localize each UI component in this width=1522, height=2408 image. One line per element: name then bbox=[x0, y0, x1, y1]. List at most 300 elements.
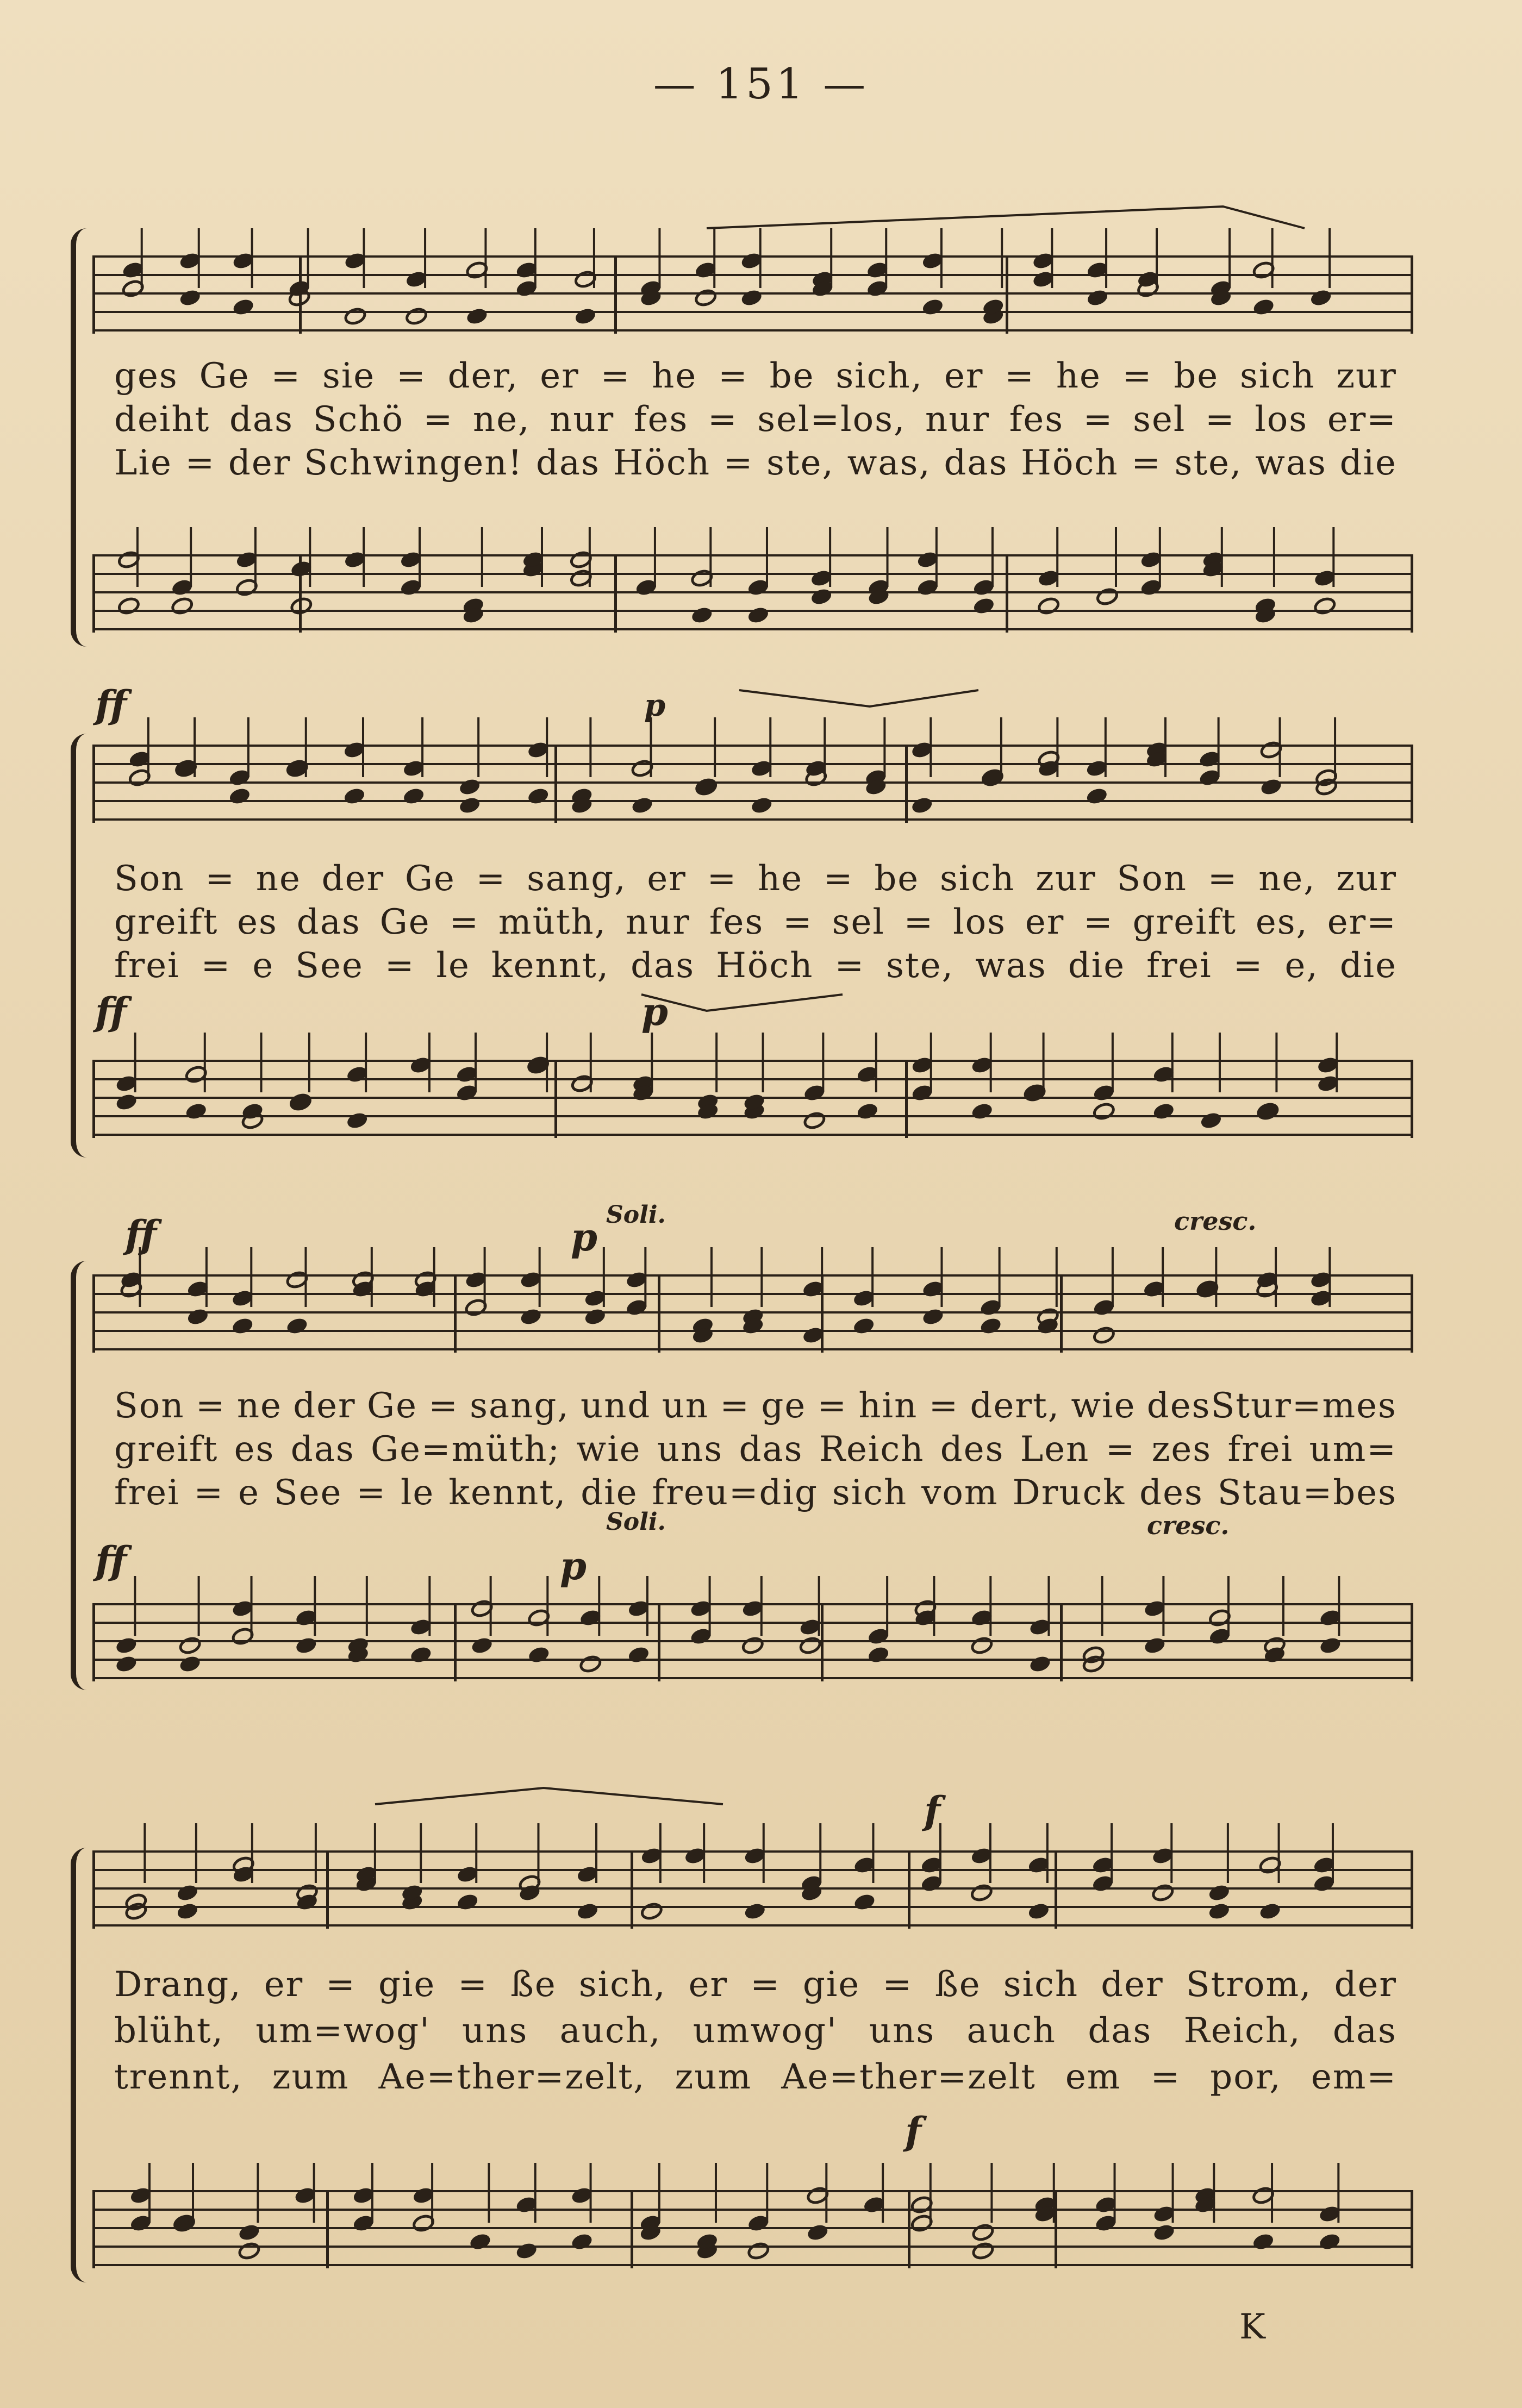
notehead bbox=[741, 1636, 764, 1655]
lyric-syllable: = bbox=[783, 902, 813, 942]
lyric-syllable: das bbox=[535, 443, 600, 483]
notehead bbox=[295, 1636, 317, 1655]
notehead bbox=[970, 1884, 993, 1903]
lyric-syllable: = bbox=[1083, 902, 1114, 942]
lyric-syllable: ne bbox=[236, 1386, 282, 1426]
notehead bbox=[750, 796, 773, 815]
lyric-syllable: sich bbox=[939, 859, 1015, 899]
lyric-syllable: = bbox=[928, 1386, 959, 1426]
lyric-syllable: Son bbox=[114, 1386, 185, 1426]
dynamic-marking: f bbox=[905, 2109, 922, 2154]
lyric-syllable: das bbox=[1088, 2011, 1152, 2051]
notehead bbox=[515, 2242, 538, 2261]
lyric-syllable: wie bbox=[576, 1429, 641, 1469]
notehead bbox=[285, 1317, 308, 1336]
lyric-syllable: = bbox=[384, 946, 415, 986]
notehead bbox=[1093, 1102, 1115, 1121]
lyric-syllable: ste, bbox=[1174, 443, 1243, 483]
notehead bbox=[115, 1636, 138, 1655]
lyric-syllable: e bbox=[238, 1473, 260, 1513]
lyric-syllable: em= bbox=[1311, 2057, 1397, 2097]
lyric-syllable: zes bbox=[1151, 1429, 1212, 1469]
dynamic-marking: p bbox=[560, 1543, 587, 1588]
lyric-syllable: des bbox=[1139, 1473, 1203, 1513]
notehead bbox=[402, 787, 425, 806]
lyric-syllable: er bbox=[944, 356, 984, 396]
lyric-syllable: das bbox=[290, 1429, 355, 1469]
notehead bbox=[176, 1902, 199, 1921]
lyric-syllable: er bbox=[540, 356, 579, 396]
lyric-syllable: was, bbox=[847, 443, 931, 483]
notehead bbox=[520, 1308, 542, 1327]
lyric-syllable: ne bbox=[255, 859, 301, 899]
notehead bbox=[1037, 597, 1060, 616]
notehead bbox=[799, 1636, 822, 1655]
notehead bbox=[290, 597, 313, 616]
notehead bbox=[810, 587, 833, 606]
notehead bbox=[921, 298, 944, 317]
lyric-syllable: Son bbox=[1116, 859, 1187, 899]
hairpin bbox=[641, 995, 843, 1011]
notehead bbox=[1208, 1902, 1231, 1921]
lyric-syllable: um= bbox=[1309, 1429, 1397, 1469]
lyric-syllable: = bbox=[476, 859, 507, 899]
lyric-syllable: trennt, bbox=[114, 2057, 243, 2097]
lyric-syllable: sel=los, bbox=[757, 399, 906, 440]
lyric-syllable: uns bbox=[657, 1429, 723, 1469]
notehead bbox=[458, 778, 481, 797]
notehead bbox=[1028, 1655, 1051, 1674]
lyric-syllable: Schwingen! bbox=[304, 443, 523, 483]
dynamic-marking: ff bbox=[125, 1212, 157, 1257]
notehead bbox=[179, 289, 202, 308]
lyric-syllable: Stau=bes bbox=[1217, 1473, 1397, 1513]
notehead bbox=[1143, 1636, 1166, 1655]
notehead bbox=[740, 289, 763, 308]
lyric-syllable: gie bbox=[378, 1965, 436, 2005]
lyric-syllable: ße bbox=[935, 1965, 981, 2005]
lyric-syllable: ne, bbox=[473, 399, 531, 440]
lyric-syllable: = bbox=[903, 902, 934, 942]
lyric-syllable: dert, bbox=[970, 1386, 1061, 1426]
lyric-syllable: = bbox=[823, 859, 854, 899]
notehead bbox=[1096, 587, 1119, 606]
lyric-syllable: = bbox=[723, 443, 754, 483]
lyric-syllable: sie bbox=[322, 356, 376, 396]
notehead bbox=[574, 307, 597, 326]
lyric-syllable: = bbox=[1205, 399, 1236, 440]
lyric-syllable: der bbox=[228, 443, 291, 483]
lyric-syllable: Ge bbox=[199, 356, 250, 396]
lyric-syllable: freu=dig bbox=[652, 1473, 818, 1513]
performance-direction: cresc. bbox=[1147, 1511, 1230, 1540]
lyric-syllable: zur bbox=[1336, 859, 1397, 899]
lyric-syllable: ste, bbox=[886, 946, 954, 986]
lyric-syllable: der, bbox=[447, 356, 519, 396]
lyric-syllable: Schö bbox=[313, 399, 404, 440]
lyric-syllable: deiht bbox=[114, 399, 210, 440]
lyric-syllable: er bbox=[647, 859, 687, 899]
notehead bbox=[921, 1308, 944, 1327]
notehead bbox=[228, 787, 251, 806]
lyric-syllable: See bbox=[273, 1473, 342, 1513]
notehead bbox=[115, 1655, 138, 1674]
lyric-syllable: nur bbox=[550, 399, 615, 440]
notehead bbox=[627, 1646, 650, 1665]
lyric-syllable: Höch bbox=[613, 443, 711, 483]
lyric-syllable: = bbox=[195, 1386, 226, 1426]
lyric-syllable: zum bbox=[675, 2057, 752, 2097]
lyric-syllable: ne, bbox=[1258, 859, 1316, 899]
notehead bbox=[179, 1655, 202, 1674]
lyric-syllable: = bbox=[356, 1473, 387, 1513]
lyric-syllable: frei bbox=[1146, 946, 1212, 986]
notehead bbox=[1200, 1111, 1222, 1130]
notehead bbox=[176, 1884, 199, 1903]
lyric-syllable: Ge bbox=[366, 1386, 417, 1426]
lyric-syllable: sel bbox=[832, 902, 885, 942]
lyric-syllable: frei bbox=[114, 946, 180, 986]
lyric-syllable: sich bbox=[832, 1473, 908, 1513]
notehead bbox=[867, 1646, 890, 1665]
lyric-syllable: Ge=müth; bbox=[371, 1429, 561, 1469]
lyric-syllable: zur bbox=[1336, 356, 1397, 396]
lyric-syllable: = bbox=[396, 356, 427, 396]
lyric-syllable: em bbox=[1065, 2057, 1121, 2097]
notehead bbox=[971, 2242, 994, 2261]
notehead bbox=[171, 597, 194, 616]
notehead bbox=[185, 1102, 208, 1121]
lyric-syllable: he bbox=[758, 859, 803, 899]
lyric-syllable: sang, bbox=[470, 1386, 570, 1426]
notehead bbox=[238, 2242, 260, 2261]
lyric-syllable: = bbox=[271, 356, 302, 396]
lyric-syllable: das bbox=[1332, 2011, 1397, 2051]
lyric-syllable: greift bbox=[114, 902, 219, 942]
dynamic-marking: ff bbox=[95, 989, 127, 1034]
lyric-syllable: die bbox=[1339, 946, 1397, 986]
lyric-syllable: der bbox=[293, 1386, 356, 1426]
notehead bbox=[856, 1102, 879, 1121]
lyric-syllable: sang, bbox=[527, 859, 627, 899]
notehead bbox=[853, 1893, 876, 1912]
lyric-syllable: kennt, bbox=[491, 946, 610, 986]
lyric-syllable: = bbox=[1131, 443, 1162, 483]
lyric-syllable: Len bbox=[1020, 1429, 1090, 1469]
lyric-syllable: = bbox=[750, 1965, 781, 2005]
notehead bbox=[1309, 289, 1332, 308]
lyric-syllable: See bbox=[295, 946, 364, 986]
notehead bbox=[1319, 1636, 1342, 1655]
notehead bbox=[747, 606, 770, 625]
notehead bbox=[1086, 787, 1108, 806]
lyric-syllable: nur bbox=[925, 399, 990, 440]
notehead bbox=[1152, 1102, 1175, 1121]
notehead bbox=[1318, 2232, 1341, 2251]
lyric-syllable: = bbox=[1233, 946, 1264, 986]
lyric-syllable: sich bbox=[1003, 1965, 1079, 2005]
notehead bbox=[343, 787, 366, 806]
lyric-syllable: greift bbox=[114, 1429, 219, 1469]
dynamic-marking: p bbox=[641, 989, 668, 1034]
notehead bbox=[971, 1102, 994, 1121]
notehead bbox=[747, 2242, 770, 2261]
notehead bbox=[584, 1308, 607, 1327]
notehead bbox=[1259, 778, 1282, 797]
notehead bbox=[238, 2223, 260, 2242]
notehead bbox=[117, 597, 140, 616]
lyric-syllable: er bbox=[264, 1965, 304, 2005]
lyric-syllable: = bbox=[1083, 399, 1114, 440]
lyric-syllable: blüht, bbox=[114, 2011, 224, 2051]
notehead bbox=[802, 1326, 825, 1345]
performance-direction: Soli. bbox=[606, 1201, 666, 1229]
notehead bbox=[571, 2232, 594, 2251]
notehead bbox=[471, 1636, 494, 1655]
notehead bbox=[1313, 597, 1336, 616]
notehead bbox=[694, 289, 717, 308]
notehead bbox=[803, 1111, 826, 1130]
lyric-syllable: = bbox=[185, 443, 216, 483]
notehead bbox=[458, 796, 481, 815]
lyric-syllable: uns bbox=[462, 2011, 528, 2051]
hairpin bbox=[739, 690, 978, 706]
lyric-syllable: greift bbox=[1132, 902, 1237, 942]
lyric-syllable: Ae=ther=zelt, bbox=[378, 2057, 646, 2097]
lyric-syllable: = bbox=[1122, 356, 1153, 396]
notehead bbox=[1208, 1884, 1231, 1903]
lyric-syllable: er= bbox=[1327, 399, 1397, 440]
notehead bbox=[527, 787, 550, 806]
performance-direction: Soli. bbox=[606, 1508, 666, 1536]
lyric-syllable: er bbox=[1025, 902, 1065, 942]
notehead bbox=[346, 1111, 369, 1130]
lyric-syllable: frei bbox=[114, 1473, 180, 1513]
lyric-syllable: = bbox=[423, 399, 454, 440]
lyric-syllable: = bbox=[707, 399, 738, 440]
notehead bbox=[1259, 1902, 1282, 1921]
lyric-syllable: das bbox=[229, 399, 294, 440]
lyric-syllable: was bbox=[975, 946, 1047, 986]
notehead bbox=[1027, 1902, 1050, 1921]
lyric-syllable: Reich bbox=[819, 1429, 925, 1469]
lyric-syllable: e bbox=[252, 946, 275, 986]
notehead bbox=[469, 2232, 491, 2251]
lyric-syllable: hin bbox=[858, 1386, 918, 1426]
notation-marks bbox=[115, 207, 1342, 2260]
lyric-syllable: be bbox=[874, 859, 920, 899]
lyric-syllable: der bbox=[321, 859, 385, 899]
lyric-syllable: = bbox=[718, 356, 748, 396]
lyric-syllable: der bbox=[1334, 1965, 1397, 2005]
notehead bbox=[970, 1636, 993, 1655]
lyric-syllable: es, bbox=[1255, 902, 1308, 942]
notehead bbox=[690, 606, 713, 625]
notehead bbox=[579, 1655, 602, 1674]
notehead bbox=[527, 1646, 550, 1665]
notehead bbox=[852, 1317, 875, 1336]
notehead bbox=[231, 1317, 254, 1336]
dynamic-marking: p bbox=[571, 1215, 597, 1260]
lyric-syllable: le bbox=[400, 1473, 435, 1513]
notehead bbox=[1151, 1884, 1174, 1903]
notehead bbox=[910, 796, 933, 815]
signature-mark: K bbox=[1239, 2307, 1265, 2347]
lyric-syllable: vom bbox=[921, 1473, 999, 1513]
lyric-syllable: por, bbox=[1210, 2057, 1282, 2097]
lyric-syllable: be bbox=[769, 356, 815, 396]
lyric-syllable: ge bbox=[761, 1386, 807, 1426]
lyric-syllable: er= bbox=[1327, 902, 1397, 942]
lyric-syllable: das bbox=[631, 946, 695, 986]
lyric-syllable: kennt, bbox=[448, 1473, 567, 1513]
notehead bbox=[232, 298, 255, 317]
notehead bbox=[405, 307, 428, 326]
dynamic-marking: f bbox=[924, 1788, 941, 1833]
lyric-syllable: fes bbox=[1009, 399, 1064, 440]
notehead bbox=[631, 796, 653, 815]
lyric-syllable: um=wog' bbox=[255, 2011, 431, 2051]
lyric-syllable: es bbox=[237, 902, 278, 942]
lyric-syllable: = bbox=[882, 1965, 913, 2005]
notehead bbox=[971, 2223, 994, 2242]
lyric-syllable: fes bbox=[709, 902, 764, 942]
lyric-syllable: los bbox=[1255, 399, 1308, 440]
lyric-syllable: ße bbox=[510, 1965, 557, 2005]
lyric-syllable: sich, bbox=[835, 356, 924, 396]
notehead bbox=[972, 597, 995, 616]
lyric-syllable: Lie bbox=[114, 443, 172, 483]
dynamic-marking: ff bbox=[95, 1538, 127, 1583]
lyric-syllable: un bbox=[662, 1386, 709, 1426]
lyric-syllable: sich bbox=[1240, 356, 1315, 396]
notehead bbox=[1086, 289, 1109, 308]
lyric-syllable: Druck bbox=[1012, 1473, 1126, 1513]
dynamic-marking: p bbox=[644, 687, 666, 723]
lyric-syllable: Ge bbox=[379, 902, 431, 942]
lyric-syllable: ste, bbox=[766, 443, 834, 483]
lyric-syllable: Ae=ther=zelt bbox=[781, 2057, 1036, 2097]
lyric-syllable: = bbox=[326, 1965, 356, 2005]
notehead bbox=[179, 1636, 202, 1655]
lyric-syllable: zur bbox=[1036, 859, 1096, 899]
lyric-syllable: = bbox=[720, 1386, 751, 1426]
page-number: — 151 — bbox=[653, 60, 869, 109]
lyric-syllable: fes bbox=[633, 399, 689, 440]
lyric-syllable: = bbox=[1105, 1429, 1136, 1469]
lyric-syllable: Drang, bbox=[114, 1965, 242, 2005]
lyric-syllable: los bbox=[953, 902, 1006, 942]
notehead bbox=[115, 1093, 138, 1112]
lyric-syllable: auch, bbox=[559, 2011, 662, 2051]
lyric-syllable: auch bbox=[966, 2011, 1056, 2051]
lyric-syllable: die bbox=[581, 1473, 638, 1513]
lyric-syllable: Ge bbox=[404, 859, 456, 899]
notehead bbox=[1315, 778, 1338, 797]
lyric-syllable: = bbox=[1005, 356, 1035, 396]
notehead bbox=[1252, 2232, 1275, 2251]
notehead bbox=[806, 2223, 829, 2242]
lyric-syllable: das bbox=[739, 1429, 803, 1469]
notehead bbox=[409, 1646, 432, 1665]
notehead bbox=[1093, 1326, 1115, 1345]
lyric-syllable: gie bbox=[802, 1965, 860, 2005]
notehead bbox=[1082, 1646, 1105, 1665]
lyric-syllable: Höch bbox=[716, 946, 814, 986]
notehead bbox=[640, 1902, 663, 1921]
notehead bbox=[456, 1893, 479, 1912]
lyric-syllable: was bbox=[1255, 443, 1327, 483]
notehead bbox=[124, 1893, 147, 1912]
notehead bbox=[1153, 2223, 1176, 2242]
lyric-syllable: frei bbox=[1227, 1429, 1294, 1469]
lyric-syllable: das bbox=[296, 902, 361, 942]
lyric-syllable: = bbox=[205, 859, 235, 899]
notehead bbox=[186, 1308, 209, 1327]
lyric-syllable: er bbox=[688, 1965, 728, 2005]
lyric-syllable: = bbox=[194, 1473, 224, 1513]
lyric-syllable: sel bbox=[1133, 399, 1186, 440]
lyric-syllable: uns bbox=[869, 2011, 935, 2051]
lyric-syllable: sich, bbox=[578, 1965, 666, 2005]
lyric-syllable: wie bbox=[1071, 1386, 1136, 1426]
hairpin bbox=[375, 1788, 723, 1804]
lyric-syllable: = bbox=[834, 946, 865, 986]
notehead bbox=[1252, 298, 1275, 317]
lyric-syllable: = bbox=[428, 1386, 459, 1426]
lyric-syllable: he bbox=[1056, 356, 1101, 396]
lyric-syllable: die bbox=[1068, 946, 1126, 986]
performance-direction: cresc. bbox=[1174, 1206, 1257, 1236]
lyric-syllable: Höch bbox=[1021, 443, 1119, 483]
notehead bbox=[980, 1317, 1002, 1336]
hairpin bbox=[707, 207, 1305, 228]
lyric-syllable: = bbox=[1207, 859, 1238, 899]
lyric-syllable: = bbox=[707, 859, 738, 899]
lyric-syllable: Strom, bbox=[1186, 1965, 1312, 2005]
lyric-syllable: he bbox=[652, 356, 697, 396]
notehead bbox=[744, 1902, 766, 1921]
lyric-syllable: = bbox=[600, 356, 631, 396]
lyric-syllable: = bbox=[817, 1386, 848, 1426]
lyric-syllable: Son bbox=[114, 859, 185, 899]
lyric-syllable: le bbox=[436, 946, 470, 986]
lyric-syllable: der bbox=[1101, 1965, 1164, 2005]
notehead bbox=[576, 1902, 599, 1921]
lyric-syllable: des bbox=[940, 1429, 1005, 1469]
lyric-syllable: und bbox=[580, 1386, 651, 1426]
lyric-syllable: e, bbox=[1284, 946, 1319, 986]
lyric-syllable: = bbox=[201, 946, 232, 986]
notehead bbox=[344, 307, 366, 326]
lyric-syllable: ges bbox=[114, 356, 178, 396]
lyric-syllable: = bbox=[1150, 2057, 1181, 2097]
notehead bbox=[465, 307, 488, 326]
lyric-syllable: = bbox=[449, 902, 480, 942]
lyric-syllable: die bbox=[1339, 443, 1397, 483]
lyric-syllable: = bbox=[458, 1965, 488, 2005]
lyric-syllable: Reich, bbox=[1183, 2011, 1301, 2051]
lyric-syllable: umwog' bbox=[693, 2011, 838, 2051]
lyric-syllable: das bbox=[944, 443, 1008, 483]
lyric-syllable: desStur=mes bbox=[1146, 1386, 1397, 1426]
lyric-syllable: müth, bbox=[498, 902, 607, 942]
lyric-syllable: zum bbox=[272, 2057, 350, 2097]
lyric-syllable: es bbox=[234, 1429, 275, 1469]
lyric-syllable: be bbox=[1174, 356, 1219, 396]
dynamic-marking: ff bbox=[95, 682, 127, 727]
lyric-syllable: nur bbox=[625, 902, 690, 942]
